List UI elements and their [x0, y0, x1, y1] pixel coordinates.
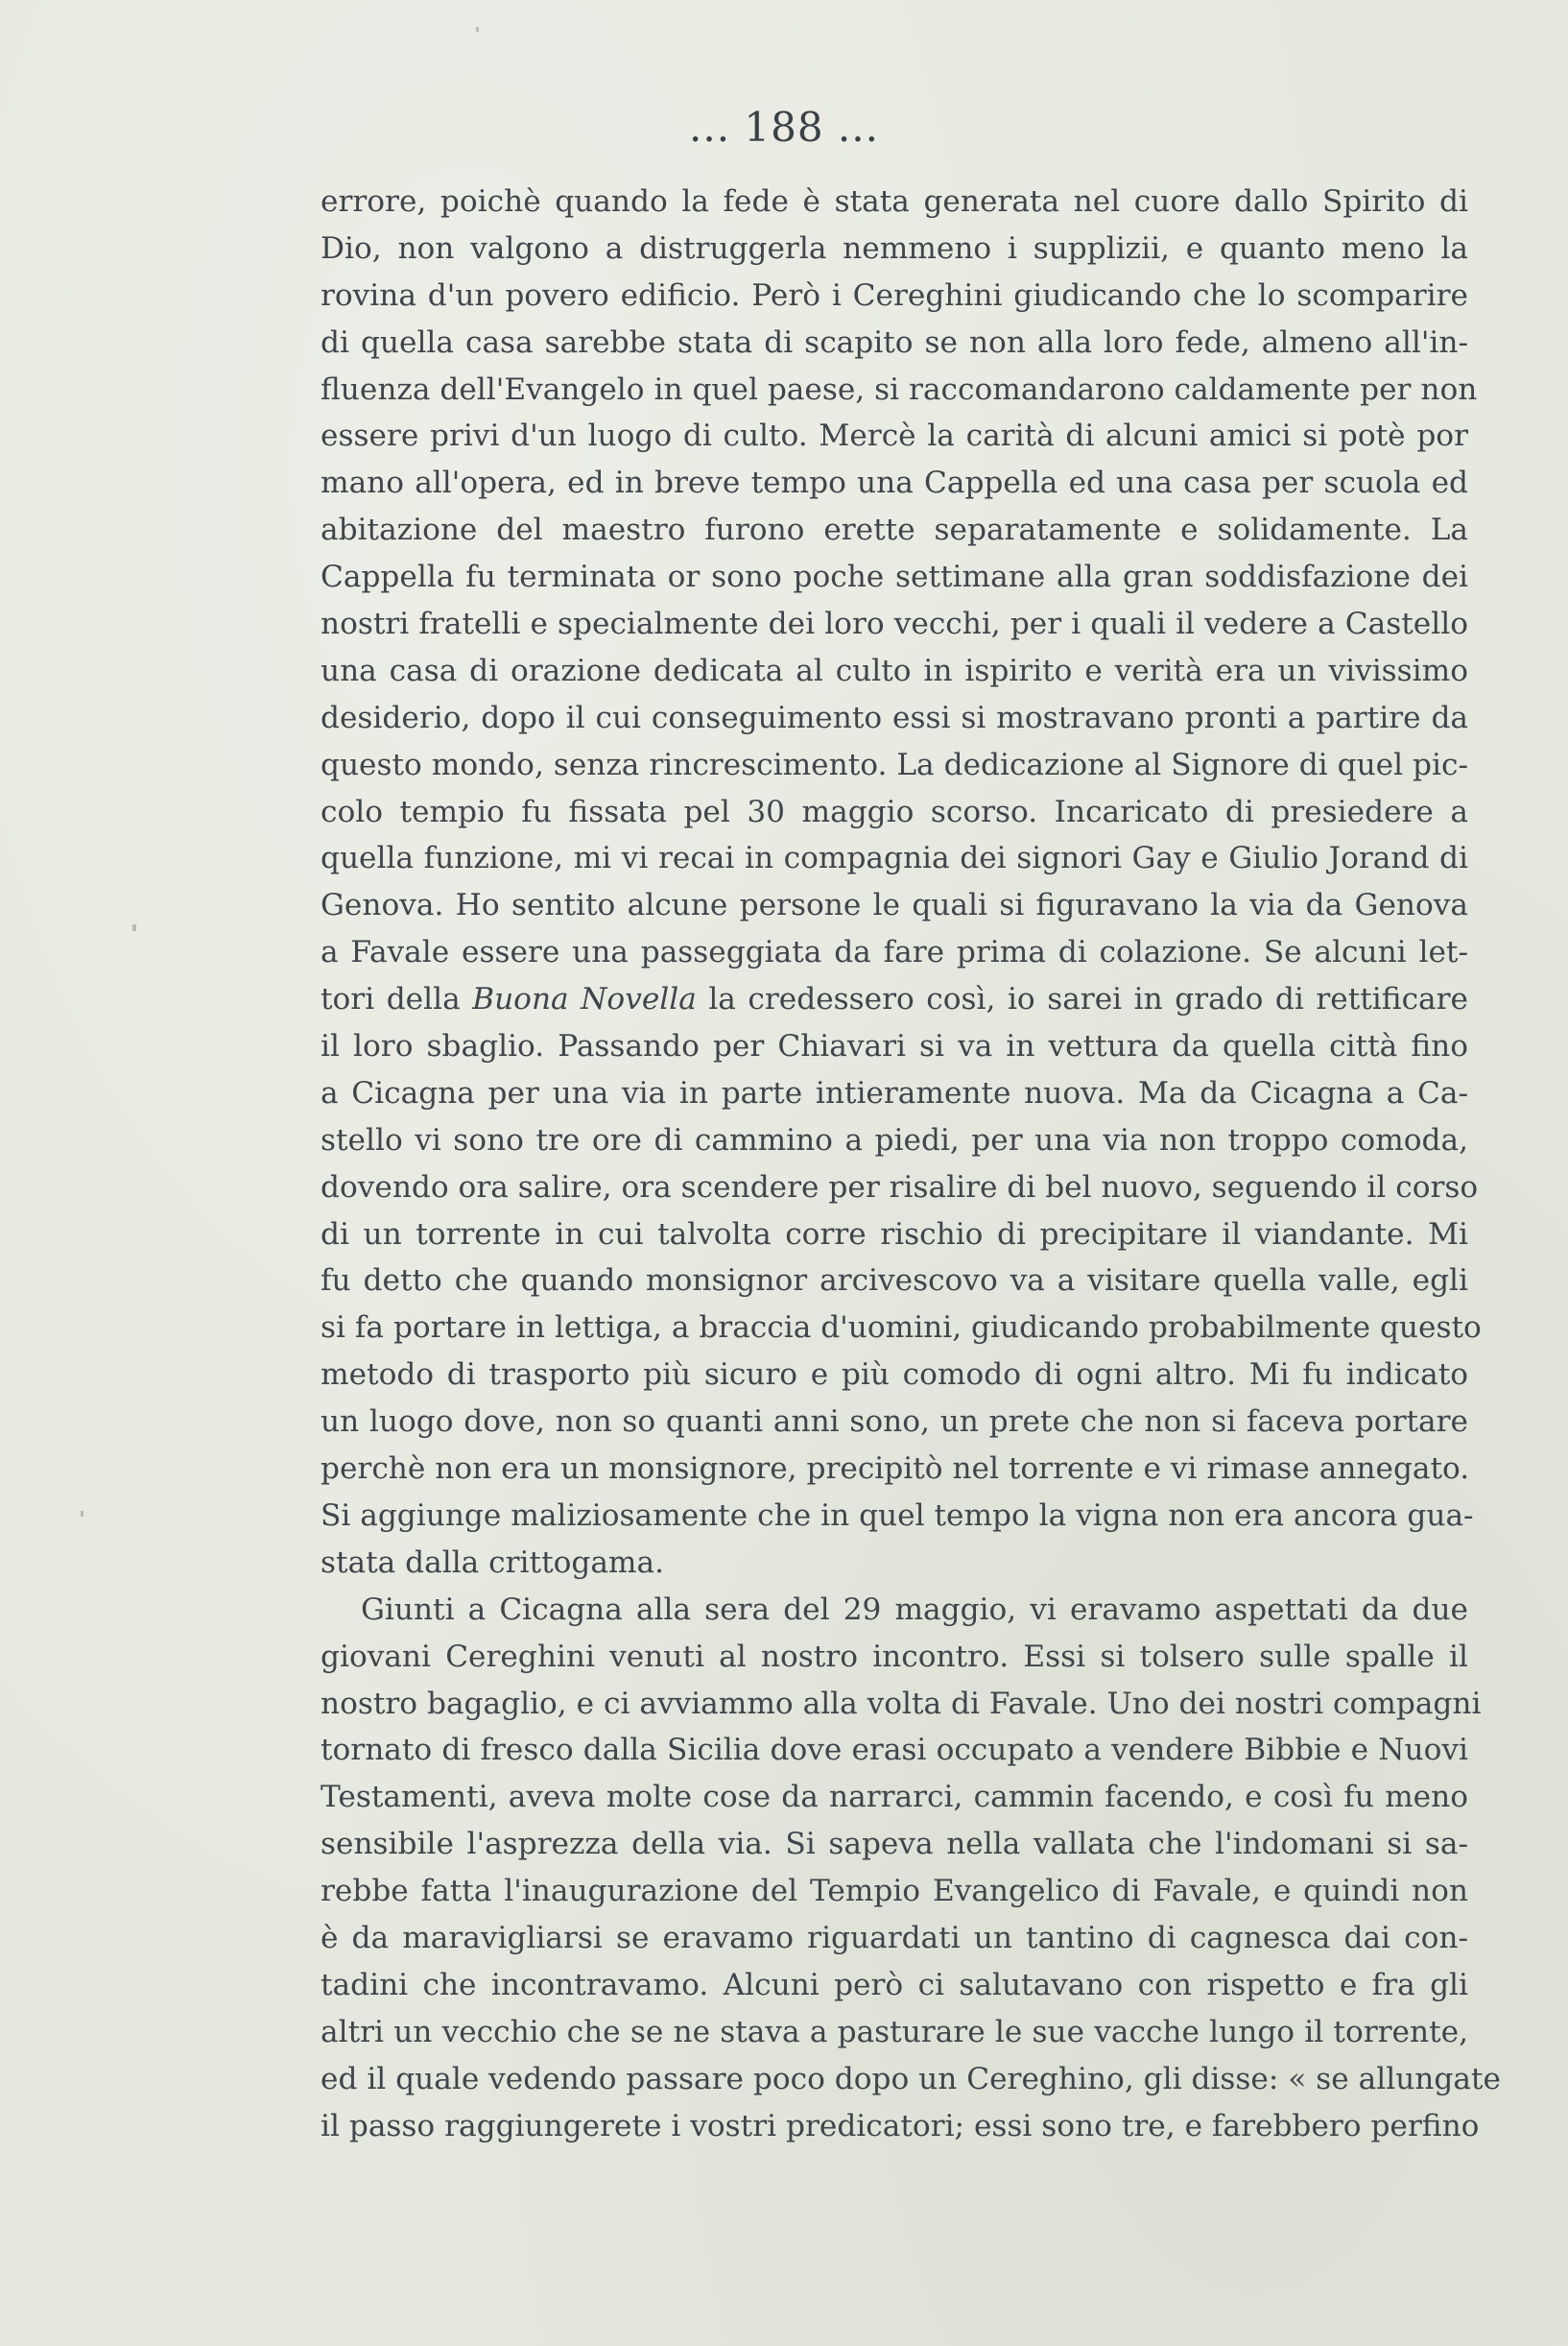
text-line: Genova. Ho sentito alcune persone le quali si figuravano la via da Genova	[321, 888, 1468, 923]
text-line: Giunti a Cicagna alla sera del 29 maggio, vi eravamo aspettati da due	[361, 1592, 1468, 1627]
text-line: tornato di fresco dalla Sicilia dove erasi occupato a vendere Bibbie e Nuovi	[321, 1733, 1468, 1768]
page-number: ... 188 ...	[689, 104, 879, 151]
text-line: a Favale essere una passeggiata da fare prima di colazione. Se alcuni let-	[321, 935, 1468, 970]
text-line: un luogo dove, non so quanti anni sono, un prete che non si faceva portare	[321, 1404, 1468, 1440]
text-line: fluenza dell'Evangelo in quel paese, si raccomandarono caldamente per non	[321, 371, 1478, 407]
text-line: il passo raggiungerete i vostri predicatori; essi sono tre, e farebbero perfino	[321, 2108, 1480, 2143]
text-line: rovina d'un povero edificio. Però i Cereghini giudicando che lo scomparire	[321, 277, 1468, 313]
text-line: fu detto che quando monsignor arcivescovo va a visitare quella valle, egli	[321, 1263, 1468, 1299]
text-line: di quella casa sarebbe stata di scapito se non alla loro fede, almeno all'in-	[321, 324, 1468, 360]
text-line: nostro bagaglio, e ci avviammo alla volta di Favale. Uno dei nostri compagni	[321, 1686, 1482, 1721]
text-line: quella funzione, mi vi recai in compagnia dei signori Gay e Giulio Jorand di	[321, 841, 1468, 876]
paper-speck	[476, 27, 479, 32]
text-line: metodo di trasporto più sicuro e più comodo di ogni altro. Mi fu indicato	[321, 1357, 1468, 1393]
text-line: tadini che incontravamo. Alcuni però ci salutavano con rispetto e fra gli	[321, 1967, 1468, 2002]
text-line: Si aggiunge maliziosamente che in quel tempo la vigna non era ancora gua-	[321, 1497, 1474, 1533]
italic-title: Buona Novella	[472, 982, 697, 1017]
text-line: una casa di orazione dedicata al culto in ispirito e verità era un vivissimo	[321, 653, 1468, 688]
text-line: a Cicagna per una via in parte intieramente nuova. Ma da Cicagna a Ca-	[321, 1075, 1468, 1111]
paper-speck	[132, 924, 136, 931]
text-line: dovendo ora salire, ora scendere per risalire di bel nuovo, seguendo il corso	[321, 1169, 1479, 1205]
text-line: si fa portare in lettiga, a braccia d'uomini, giudicando probabilmente questo	[321, 1310, 1482, 1346]
text-line: Dio, non valgono a distruggerla nemmeno i supplizii, e quanto meno la	[321, 230, 1468, 266]
text-line: rebbe fatta l'inaugurazione del Tempio Evangelico di Favale, e quindi non	[321, 1874, 1468, 1909]
text-line: stello vi sono tre ore di cammino a piedi, per una via non troppo comoda,	[321, 1122, 1468, 1158]
text-line: sensibile l'asprezza della via. Si sapeva nella vallata che l'indomani si sa-	[321, 1827, 1468, 1862]
body-text	[321, 179, 1501, 2149]
text-line: ed il quale vedendo passare poco dopo un Cereghino, gli disse: « se allungate	[321, 2061, 1501, 2096]
text-line: altri un vecchio che se ne stava a pasturare le sue vacche lungo il torrente,	[321, 2014, 1468, 2049]
text-line: essere privi d'un luogo di culto. Mercè la carità di alcuni amici si potè por	[321, 419, 1468, 454]
text-line: tori della Buona Novella la credessero così, io sarei in grado di rettificare	[321, 982, 1468, 1017]
text-line: mano all'opera, ed in breve tempo una Cappella ed una casa per scuola ed	[321, 466, 1468, 501]
paper-speck	[81, 1511, 83, 1517]
text-line: il loro sbaglio. Passando per Chiavari si va in vettura da quella città fino	[321, 1029, 1468, 1065]
text-line: questo mondo, senza rincrescimento. La dedicazione al Signore di quel pic-	[321, 747, 1468, 782]
text-line: desiderio, dopo il cui conseguimento essi si mostravano pronti a partire da	[321, 700, 1468, 735]
text-line: di un torrente in cui talvolta corre rischio di precipitare il viandante. Mi	[321, 1216, 1468, 1252]
text-line: perchè non era un monsignore, precipitò nel torrente e vi rimase annegato.	[321, 1451, 1470, 1487]
text-line: giovani Cereghini venuti al nostro incontro. Essi si tolsero sulle spalle il	[321, 1639, 1468, 1674]
text-line: colo tempio fu fissata pel 30 maggio scorso. Incaricato di presiedere a	[321, 794, 1468, 829]
text-line: nostri fratelli e specialmente dei loro vecchi, per i quali il vedere a Castello	[321, 607, 1468, 642]
text-line: Cappella fu terminata or sono poche settimane alla gran soddisfazione dei	[321, 560, 1468, 595]
text-line: è da maravigliarsi se eravamo riguardati un tantino di cagnesca dai con-	[321, 1920, 1468, 1955]
text-line: abitazione del maestro furono erette separatamente e solidamente. La	[321, 513, 1468, 548]
text-line: stata dalla crittogama.	[321, 1544, 665, 1580]
text-line: Testamenti, aveva molte cose da narrarci, cammin facendo, e così fu meno	[321, 1780, 1468, 1815]
text-line: errore, poichè quando la fede è stata generata nel cuore dallo Spirito di	[321, 184, 1468, 219]
